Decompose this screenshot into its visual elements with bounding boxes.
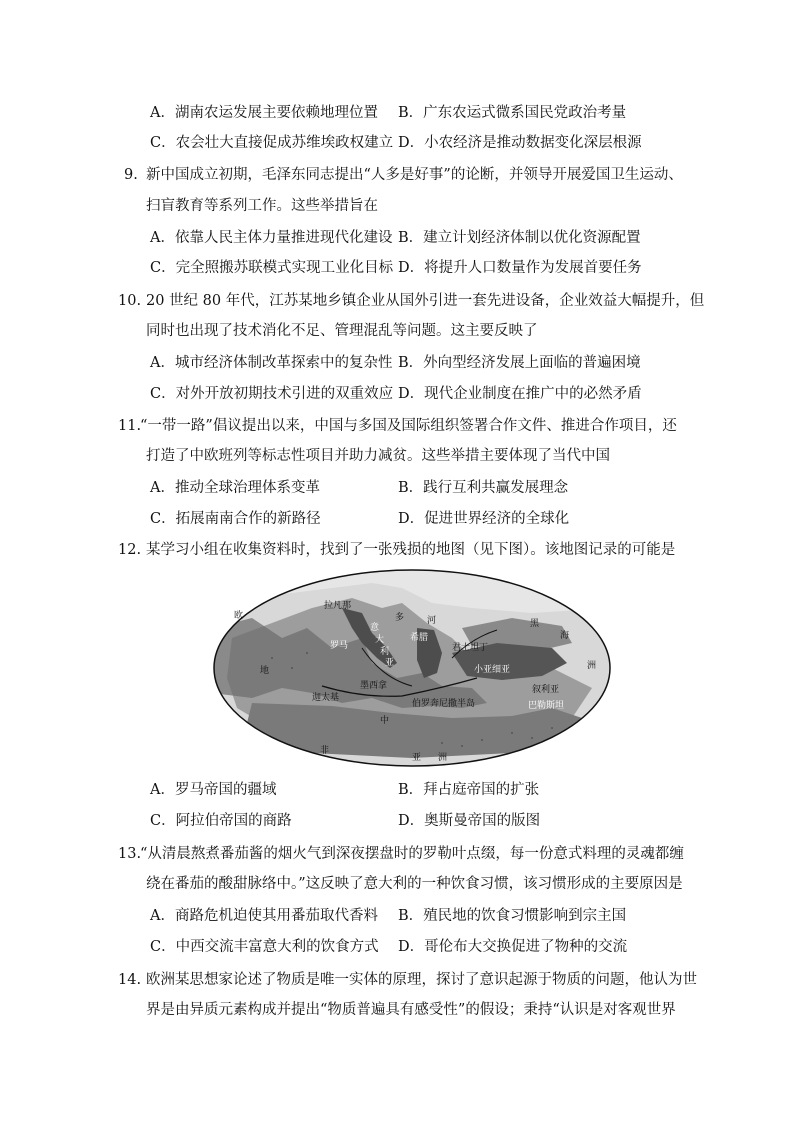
map-label-bluenaisi: 伯罗奔尼撒半岛 bbox=[412, 699, 476, 709]
q12-option-b: B．拜占庭帝国的扩张 bbox=[398, 782, 540, 798]
q13-stem-line2: 绕在番茄的酸甜脉络中。”这反映了意大利的一种饮食习惯，该习惯形成的主要原因是 bbox=[146, 876, 683, 892]
q10-option-d: D．现代企业制度在推广中的必然矛盾 bbox=[398, 386, 642, 402]
q9-stem-line2: 扫盲教育等系列工作。这些举措旨在 bbox=[146, 198, 378, 214]
map-label-europe: 欧 bbox=[234, 611, 244, 621]
map-label-jiataiji: 迦太基 bbox=[312, 693, 340, 703]
q10-option-a: A．城市经济体制改革探索中的复杂性 bbox=[150, 355, 393, 371]
map-label-xuliya: 叙利亚 bbox=[532, 685, 560, 695]
q11-option-a: A．推动全球治理体系变革 bbox=[150, 480, 320, 496]
q9-option-b: B．建立计划经济体制以优化资源配置 bbox=[398, 230, 641, 246]
q12-option-d: D．奥斯曼帝国的版图 bbox=[398, 813, 541, 829]
map-svg bbox=[212, 568, 612, 768]
map-label-junshitanding: 君士坦丁 bbox=[452, 643, 489, 653]
q9-option-d: D．将提升人口数量作为发展首要任务 bbox=[398, 260, 642, 276]
q9-option-c: C．完全照搬苏联模式实现工业化目标 bbox=[150, 260, 394, 276]
q12-number: 12. bbox=[118, 542, 142, 558]
q10-option-b: B．外向型经济发展上面临的普遍困境 bbox=[398, 355, 641, 371]
q11-option-d: D．促进世界经济的全球化 bbox=[398, 511, 570, 527]
map-label-xiaoyaxiya: 小亚细亚 bbox=[474, 665, 511, 675]
map-label-lafanna: 拉凡那 bbox=[324, 601, 352, 611]
q11-option-c: C．拓展南南合作的新路径 bbox=[150, 511, 321, 527]
q13-option-b: B．殖民地的饮食习惯影响到宗主国 bbox=[398, 908, 627, 924]
q9-option-a: A．依靠人民主体力量推进现代化建设 bbox=[150, 230, 393, 246]
q10-stem-line1: 20 世纪 80 年代，江苏某地乡镇企业从国外引进一套先进设备，企业效益大幅提升，但 bbox=[146, 293, 705, 309]
q13-number: 13. bbox=[118, 846, 142, 862]
map-label-mixi: 墨西拿 bbox=[360, 681, 388, 691]
map-label-hai: 海 bbox=[560, 631, 570, 641]
map-label-luoma: 罗马 bbox=[330, 641, 349, 651]
historical-map bbox=[212, 568, 612, 768]
map-label-xilin: 希腊 bbox=[410, 633, 429, 643]
q8-option-c: C．农会壮大直接促成苏维埃政权建立 bbox=[150, 135, 394, 151]
map-label-da: 大 bbox=[375, 635, 385, 645]
q11-number: 11. bbox=[118, 418, 142, 434]
map-label-ya: 亚 bbox=[385, 658, 395, 668]
q11-option-b: B．践行互利共赢发展理念 bbox=[398, 480, 569, 496]
map-label-yi: 意 bbox=[370, 623, 380, 633]
map-label-hei: 黑 bbox=[530, 619, 540, 629]
q13-option-d: D．哥伦布大交换促进了物种的交流 bbox=[398, 939, 628, 955]
q13-stem-line1: “从清晨熬煮番茄酱的烟火气到深夜摆盘时的罗勒叶点缀，每一份意式料理的灵魂都缠 bbox=[140, 846, 684, 862]
map-label-zhong: 中 bbox=[380, 716, 390, 726]
q14-stem-line2: 界是由异质元素构成并提出“物质普遍具有感受性”的假设；秉持“认识是对客观世界 bbox=[146, 1002, 676, 1018]
map-label-duo: 多 bbox=[395, 613, 405, 623]
q12-stem-line1: 某学习小组在收集资料时，找到了一张残损的地图（见下图）。该地图记录的可能是 bbox=[146, 542, 676, 558]
map-label-he: 河 bbox=[427, 616, 437, 626]
q11-stem-line2: 打造了中欧班列等标志性项目并助力减贫。这些举措主要体现了当代中国 bbox=[146, 448, 610, 464]
q14-stem-line1: 欧洲某思想家论述了物质是唯一实体的原理，探讨了意识起源于物质的问题，他认为世 bbox=[146, 972, 697, 988]
q13-option-c: C．中西交流丰富意大利的饮食方式 bbox=[150, 939, 379, 955]
q10-number: 10. bbox=[118, 293, 142, 309]
map-label-li: 利 bbox=[380, 647, 390, 657]
q8-option-d: D．小农经济是推动数据变化深层根源 bbox=[398, 135, 642, 151]
map-label-ya2: 洲 bbox=[438, 753, 448, 763]
map-label-wu: 亚 bbox=[412, 753, 422, 763]
q8-option-a: A．湖南农运发展主要依赖地理位置 bbox=[150, 105, 378, 121]
q13-option-a: A．商路危机迫使其用番茄取代香料 bbox=[150, 908, 378, 924]
q9-number: 9. bbox=[124, 167, 138, 183]
map-label-baletan: 巴勒斯坦 bbox=[528, 701, 565, 711]
q11-stem-line1: “一带一路”倡议提出以来，中国与多国及国际组织签署合作文件、推进合作项目，还 bbox=[140, 418, 677, 434]
map-label-fei: 非 bbox=[320, 746, 330, 756]
q10-option-c: C．对外开放初期技术引进的双重效应 bbox=[150, 386, 394, 402]
q12-option-c: C．阿拉伯帝国的商路 bbox=[150, 813, 292, 829]
map-label-zhou: 洲 bbox=[587, 661, 597, 671]
q10-stem-line2: 同时也出现了技术消化不足、管理混乱等问题。这主要反映了 bbox=[146, 323, 538, 339]
q12-option-a: A．罗马帝国的疆域 bbox=[150, 782, 277, 798]
map-label-di: 地 bbox=[260, 666, 270, 676]
q9-stem-line1: 新中国成立初期，毛泽东同志提出“人多是好事”的论断，并领导开展爱国卫生运动、 bbox=[146, 167, 683, 183]
q14-number: 14. bbox=[118, 972, 142, 988]
q8-option-b: B．广东农运式微系国民党政治考量 bbox=[398, 105, 627, 121]
